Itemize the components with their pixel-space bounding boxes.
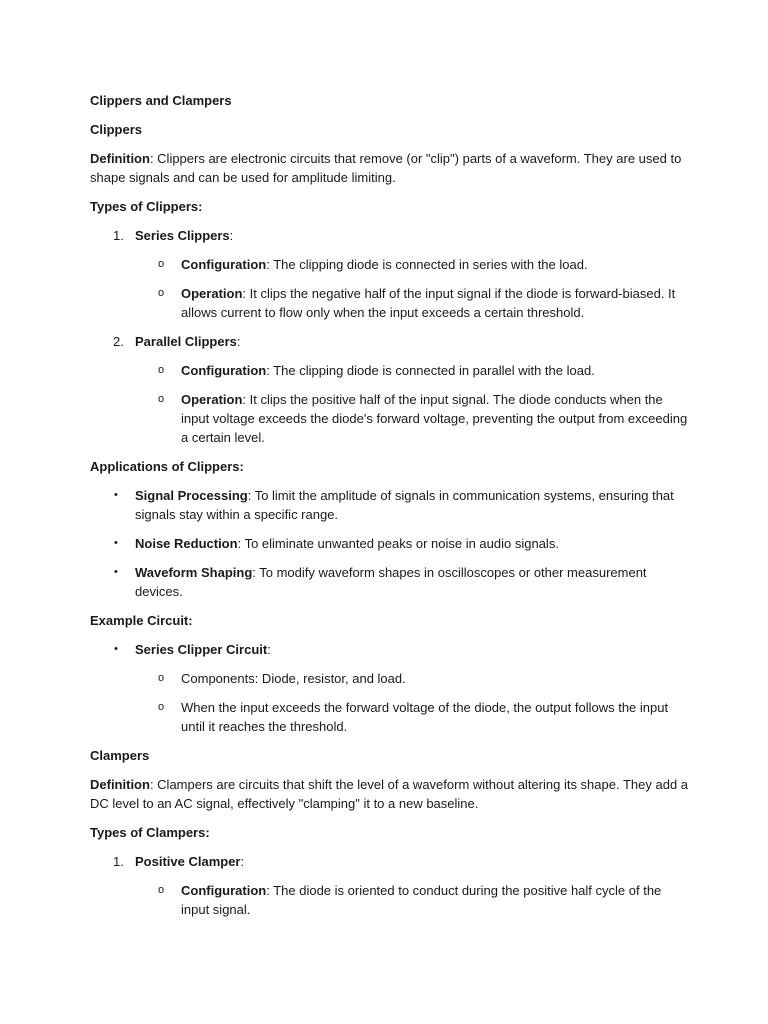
list-item-input-behavior <box>90 698 690 736</box>
positive-configuration-text: : The diode is oriented to conduct during the positive half cycle of the input signal. <box>181 883 662 917</box>
list-number: 2. <box>113 334 124 349</box>
list-item-positive-configuration <box>90 881 690 919</box>
input-behavior-text: When the input exceeds the forward voltage of the diode, the output follows the input until it reaches the threshold. <box>181 700 669 734</box>
positive-clamper-suffix: : <box>240 854 245 869</box>
clampers-heading: Clampers <box>90 748 150 763</box>
document-title: Clippers and Clampers <box>90 93 232 108</box>
series-configuration-text: : The clipping diode is connected in series with the load. <box>266 257 588 272</box>
parallel-operation-label: Operation <box>181 392 243 407</box>
signal-processing-text: : To limit the amplitude of signals in communication systems, ensuring that signals stay within a specific range. <box>135 488 674 522</box>
list-item-series-operation <box>90 284 690 322</box>
parallel-clippers-suffix: : <box>236 334 241 349</box>
circle-bullet-icon: o <box>158 364 165 376</box>
clippers-definition <box>90 149 690 187</box>
waveform-shaping-label: Waveform Shaping <box>135 565 253 580</box>
series-configuration-label: Configuration <box>181 257 267 272</box>
series-clippers-suffix: : <box>229 228 234 243</box>
positive-configuration-label: Configuration <box>181 883 267 898</box>
list-item-series-configuration <box>90 255 690 274</box>
bullet-icon: • <box>114 566 118 578</box>
list-item-parallel-clippers <box>90 332 690 351</box>
circle-bullet-icon: o <box>158 701 165 713</box>
clampers-definition-label: Definition <box>90 777 150 792</box>
circle-bullet-icon: o <box>158 393 165 405</box>
list-item-components <box>90 669 690 688</box>
clippers-types-heading: Types of Clippers: <box>90 199 203 214</box>
noise-reduction-text: : To eliminate unwanted peaks or noise in audio signals. <box>237 536 559 551</box>
circle-bullet-icon: o <box>158 258 165 270</box>
series-operation-text: : It clips the negative half of the input signal if the diode is forward-biased. It allows current to flow only when the input exceeds a certain threshold. <box>181 286 676 320</box>
document-page <box>90 91 690 929</box>
list-item-series-clippers <box>90 226 690 245</box>
series-clipper-circuit-label: Series Clipper Circuit <box>135 642 268 657</box>
bullet-icon: • <box>114 489 118 501</box>
series-clipper-circuit-suffix: : <box>267 642 271 657</box>
noise-reduction-label: Noise Reduction <box>135 536 238 551</box>
signal-processing-label: Signal Processing <box>135 488 248 503</box>
waveform-shaping-text: : To modify waveform shapes in oscilloscopes or other measurement devices. <box>135 565 647 599</box>
parallel-clippers-label: Parallel Clippers <box>135 334 237 349</box>
circle-bullet-icon: o <box>158 287 165 299</box>
list-item-signal-processing <box>90 486 690 524</box>
applications-heading: Applications of Clippers: <box>90 459 244 474</box>
list-item-parallel-configuration <box>90 361 690 380</box>
positive-clamper-label: Positive Clamper <box>135 854 241 869</box>
series-clippers-label: Series Clippers <box>135 228 230 243</box>
bullet-icon: • <box>114 643 118 655</box>
clippers-definition-label: Definition <box>90 151 150 166</box>
list-number: 1. <box>113 228 124 243</box>
list-item-positive-clamper <box>90 852 690 871</box>
list-item-parallel-operation <box>90 390 690 447</box>
parallel-operation-text: : It clips the positive half of the input signal. The diode conducts when the input voltage exceeds the diode's forward voltage, preventing the output from exceeding a certain level. <box>181 392 688 445</box>
parallel-configuration-text: : The clipping diode is connected in parallel with the load. <box>266 363 595 378</box>
circle-bullet-icon: o <box>158 884 165 896</box>
bullet-icon: • <box>114 537 118 549</box>
clampers-definition-text: : Clampers are circuits that shift the level of a waveform without altering its shape. They add a DC level to an AC signal, effectively "clamping" it to a new baseline. <box>90 777 689 811</box>
list-item-waveform-shaping <box>90 563 690 601</box>
list-number: 1. <box>113 854 124 869</box>
list-item-series-clipper-circuit <box>90 640 690 659</box>
clampers-types-heading: Types of Clampers: <box>90 825 210 840</box>
clampers-definition <box>90 775 690 813</box>
circle-bullet-icon: o <box>158 672 165 684</box>
parallel-configuration-label: Configuration <box>181 363 267 378</box>
list-item-noise-reduction <box>90 534 690 553</box>
example-heading: Example Circuit: <box>90 613 193 628</box>
series-operation-label: Operation <box>181 286 243 301</box>
clippers-heading: Clippers <box>90 122 143 137</box>
components-text: Components: Diode, resistor, and load. <box>181 671 406 686</box>
clippers-definition-text: : Clippers are electronic circuits that remove (or "clip") parts of a waveform. They are used to shape signals and can be used for amplitude limiting. <box>90 151 682 185</box>
